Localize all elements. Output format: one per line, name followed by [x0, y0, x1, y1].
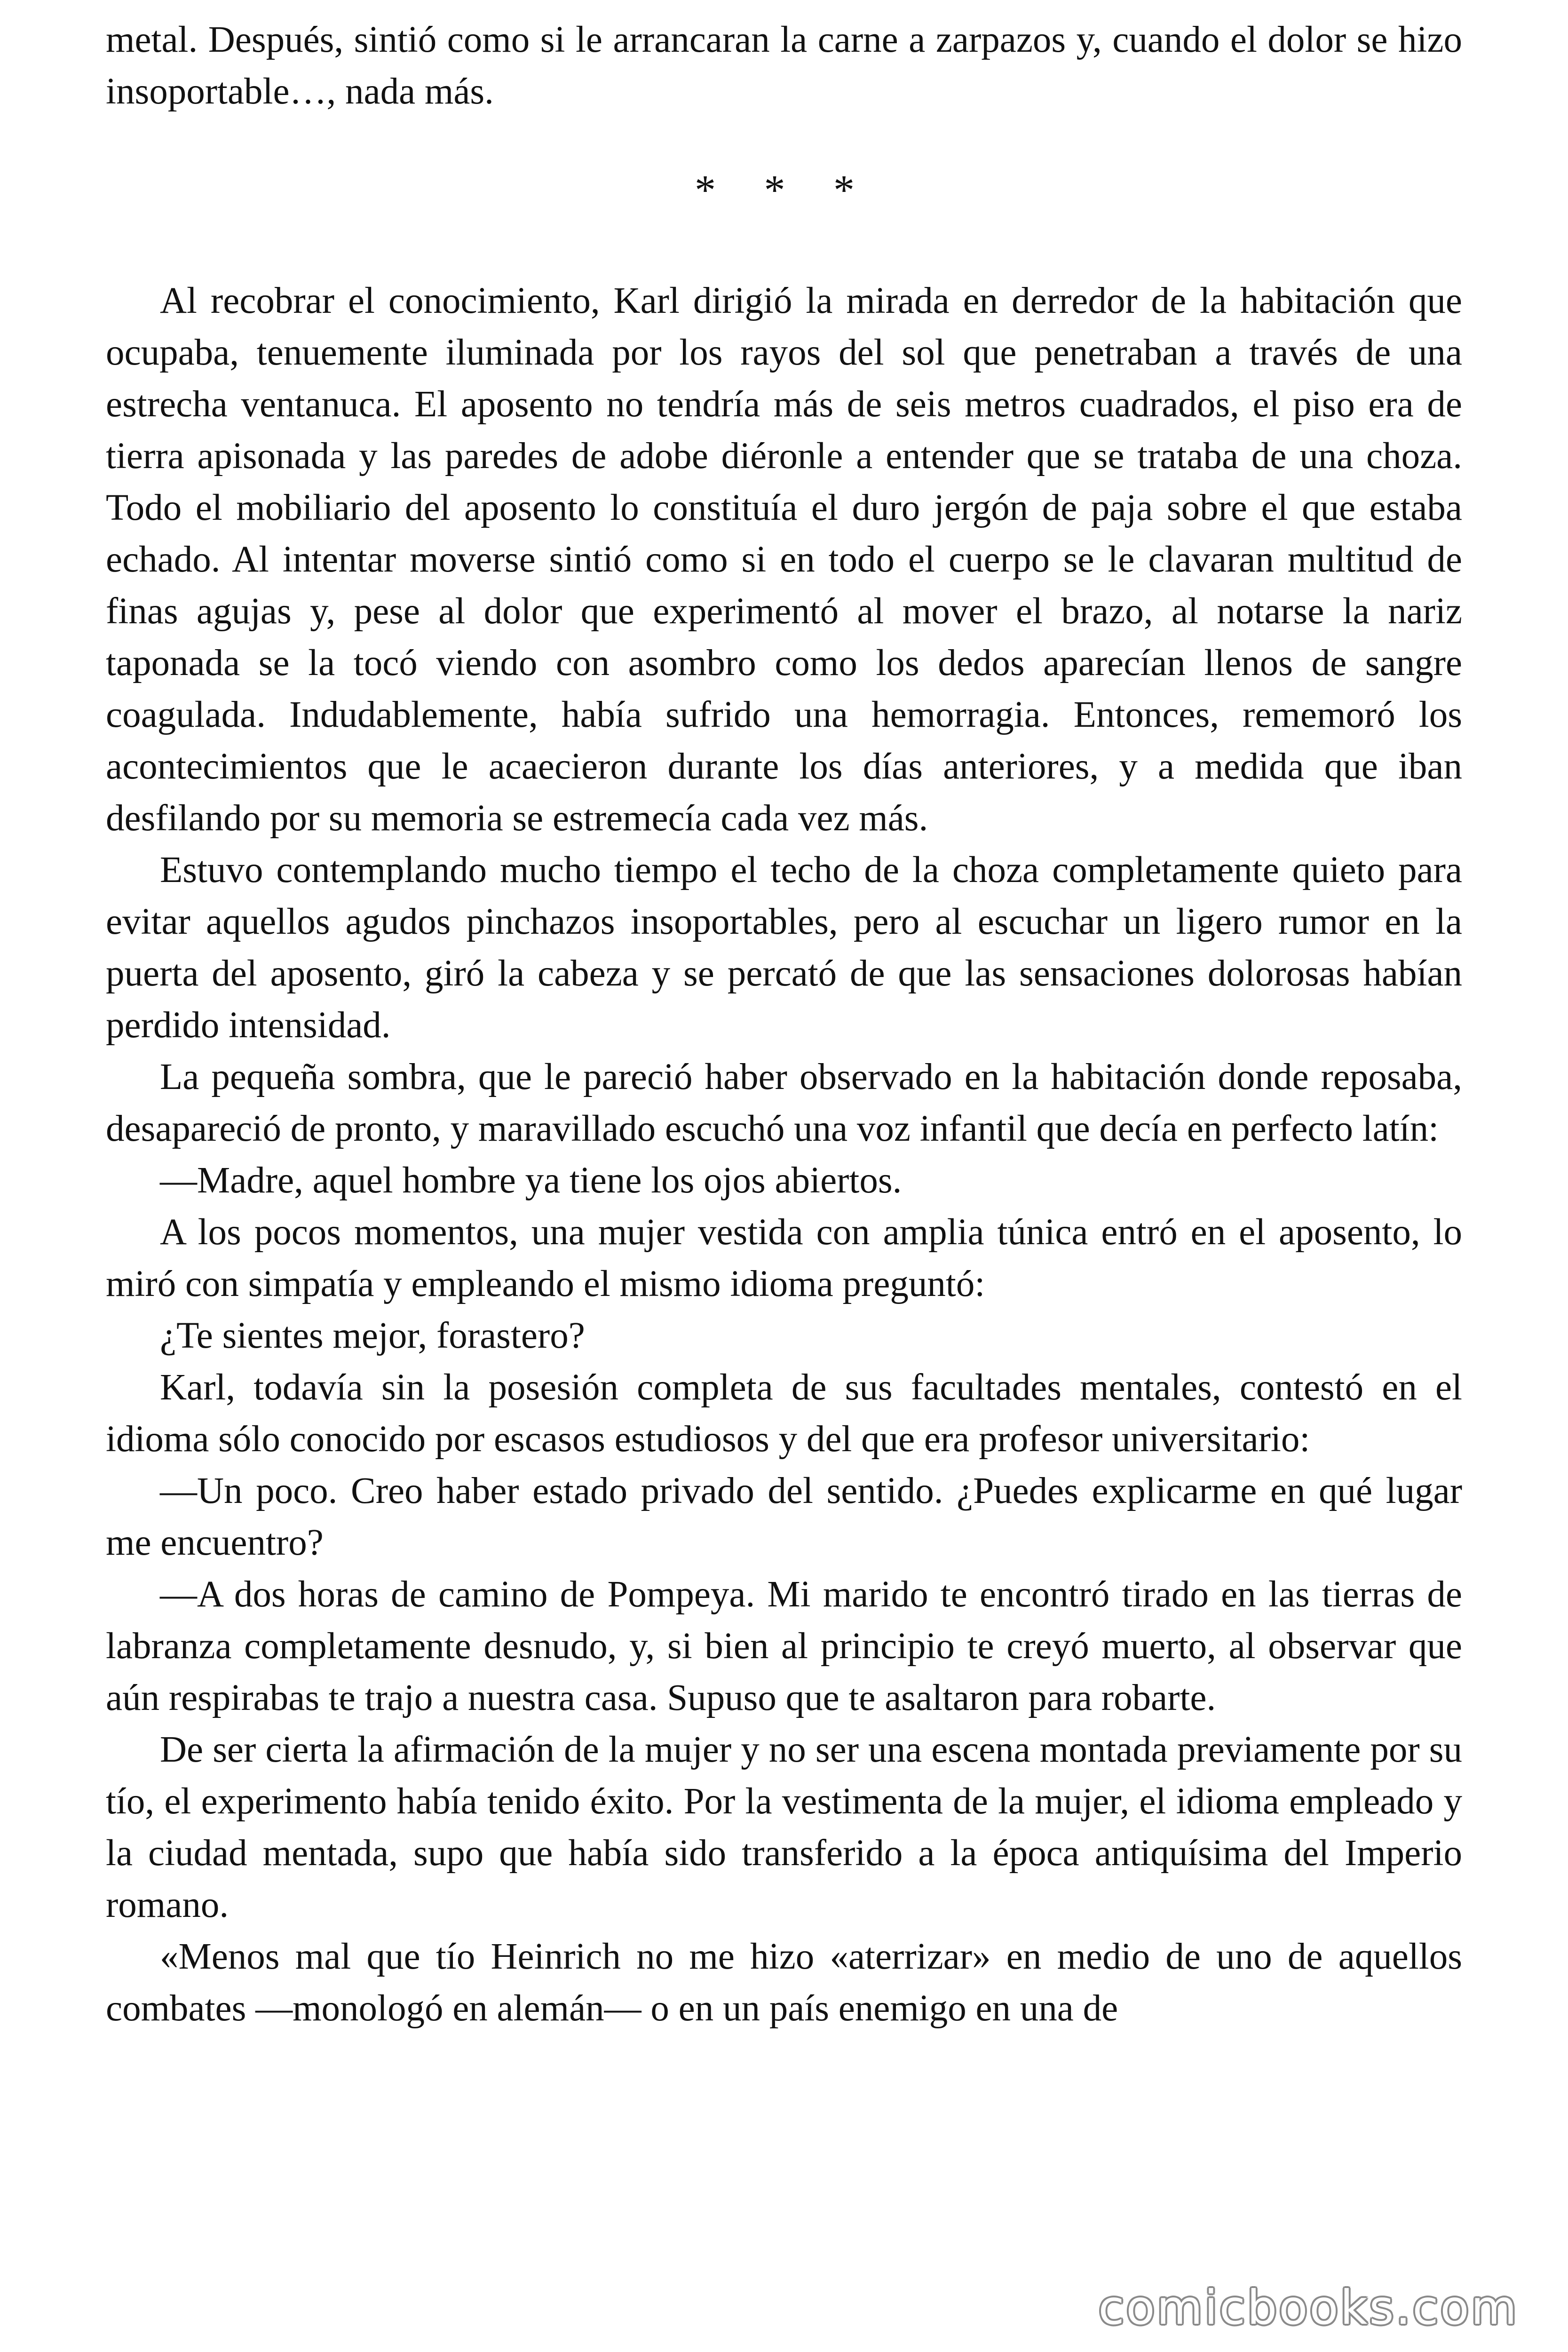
watermark: comicbooks.com [1098, 2280, 1519, 2335]
opening-paragraph: metal. Después, sintió como si le arrancaran la carne a zarpazos y, cuando el dolor se hizo insoportable…, nada más. [106, 19, 1462, 112]
paragraph-1: Al recobrar el conocimiento, Karl dirigió la mirada en derredor de la habitación que ocupaba, tenuemente iluminada por los rayos del sol que penetraban a través de una estrecha ventanuca. El aposento no tendría más de seis metros cuadrados, el piso era de tierra apisonada y las paredes de adobe diéronle a entender que se trataba de una choza. Todo el mobiliario del aposento lo constituía el duro jergón de paja sobre el que estaba echado. Al intentar moverse sintió como si en todo el cuerpo se le clavaran multitud de finas agujas y, pese al dolor que experimentó al mover el brazo, al notarse la nariz taponada se la tocó viendo con asombro como los dedos aparecían llenos de sangre coagulada. Indudablemente, había sufrido una hemorragia. Entonces, rememoró los acontecimientos que le acaecieron durante los días anteriores, y a medida que iban desfilando por su memoria se estremecía cada vez más. [106, 280, 1462, 839]
dialogue-child: —Madre, aquel hombre ya tiene los ojos abiertos. [160, 1160, 902, 1201]
dialogue-woman-answer: —A dos horas de camino de Pompeya. Mi marido te encontró tirado en las tierras de labranza completamente desnudo, y, si bien al principio te creyó muerto, al observar que aún respirabas te trajo a nuestra casa. Supuso que te asaltaron para robarte. [106, 1574, 1462, 1718]
dialogue-woman-question: ¿Te sientes mejor, forastero? [160, 1315, 585, 1356]
dialogue-karl: —Un poco. Creo haber estado privado del sentido. ¿Puedes explicarme en qué lugar me encuentro? [106, 1470, 1462, 1563]
paragraph-7: Karl, todavía sin la posesión completa de sus facultades mentales, contestó en el idioma sólo conocido por escasos estudiosos y del que era profesor universitario: [106, 1367, 1462, 1460]
paragraph-10: De ser cierta la afirmación de la mujer y no ser una escena montada previamente por su tío, el experimento había tenido éxito. Por la vestimenta de la mujer, el idioma empleado y la ciudad mentada, supo que había sido transferido a la época antiquísima del Imperio romano. [106, 1729, 1462, 1925]
paragraph-3: La pequeña sombra, que le pareció haber observado en la habitación donde reposaba, desapareció de pronto, y maravillado escuchó una voz infantil que decía en perfecto latín: [106, 1057, 1462, 1149]
paragraph-5: A los pocos momentos, una mujer vestida con amplia túnica entró en el aposento, lo miró con simpatía y empleando el mismo idioma preguntó: [106, 1212, 1462, 1304]
section-separator: * * * [695, 167, 873, 214]
paragraph-11: «Menos mal que tío Heinrich no me hizo «aterrizar» en medio de uno de aquellos combates —monologó en alemán— o en un país enemigo en una de [106, 1936, 1462, 2029]
paragraph-2: Estuvo contemplando mucho tiempo el techo de la choza completamente quieto para evitar aquellos agudos pinchazos insoportables, pero al escuchar un ligero rumor en la puerta del aposento, giró la cabeza y se percató de que las sensaciones dolorosas habían perdido intensidad. [106, 850, 1462, 1046]
book-page [106, 14, 1462, 2034]
